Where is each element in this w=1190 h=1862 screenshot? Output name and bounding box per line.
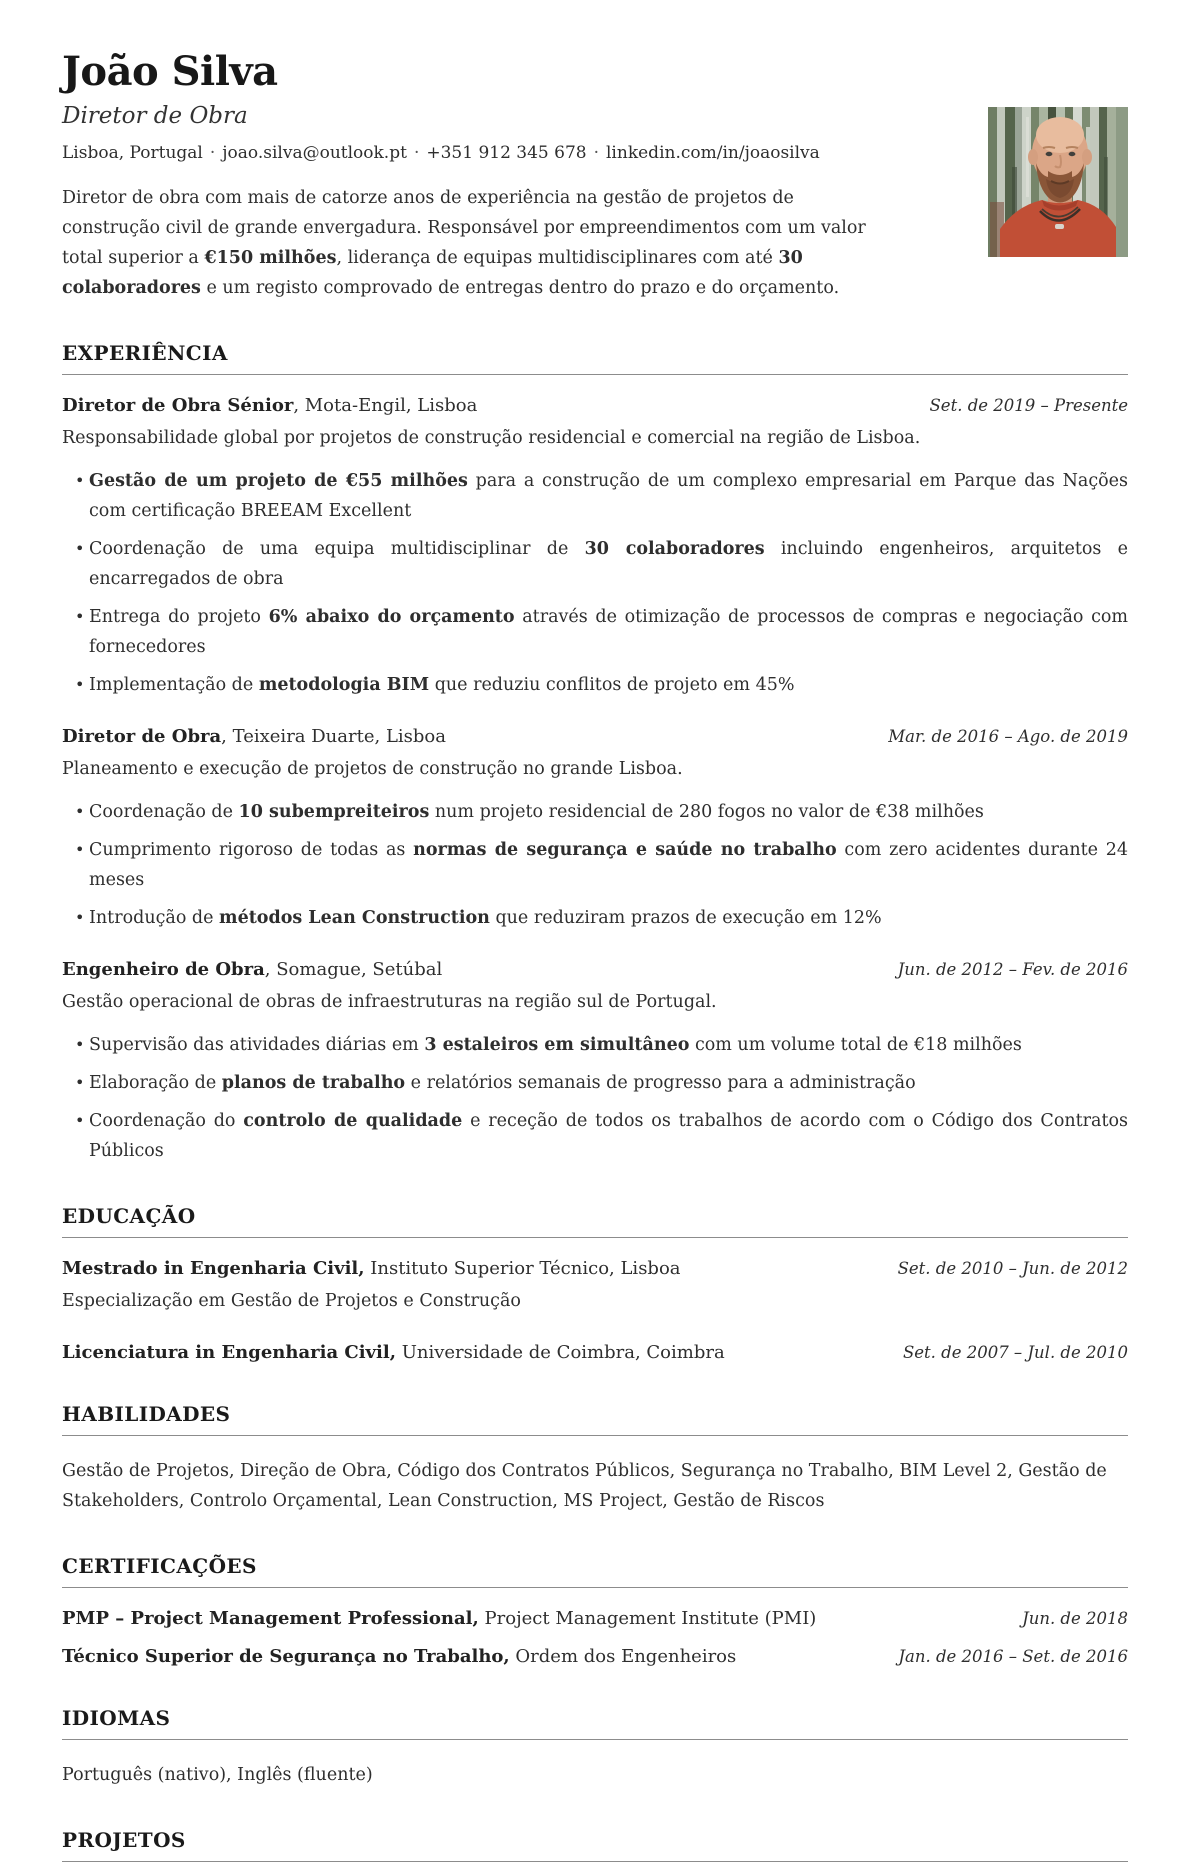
degree-dates: Set. de 2010 – Jun. de 2012 [897,1258,1128,1278]
job-entry [62,959,1128,1166]
certification-title: PMP – Project Management Professional, [62,1607,479,1629]
certification-entry [62,1608,1128,1630]
bullet-marker: • [75,907,85,927]
section-languages [62,1706,1128,1790]
cv-header [62,50,1128,303]
job-title-line [62,395,477,417]
section-experience [62,341,1128,1166]
bullet-item [62,602,1128,662]
bullet-item [62,1030,1128,1060]
bullet-item [62,1068,1128,1098]
certification-dates: Jan. de 2016 – Set. de 2016 [898,1646,1128,1666]
job-entry-header [62,959,1128,981]
bullet-marker: • [75,839,85,859]
certification-entry-header [62,1608,1128,1630]
job-dates: Mar. de 2016 – Ago. de 2019 [888,726,1128,746]
job-bullet-list [62,1030,1128,1166]
degree-school: Instituto Superior Técnico, Lisboa [364,1257,681,1279]
bullet-item [62,835,1128,895]
certification-title-line [62,1646,736,1668]
bullet-item [62,534,1128,594]
certification-dates: Jun. de 2018 [1022,1608,1128,1628]
bullet-item [62,670,1128,700]
certification-title-line [62,1608,816,1630]
section-heading-languages: IDIOMAS [62,1706,1128,1740]
job-description: Gestão operacional de obras de infraestruturas na região sul de Portugal. [62,991,717,1012]
bullet-marker: • [75,1034,85,1054]
job-description: Responsabilidade global por projetos de construção residencial e comercial na região de Lisboa. [62,427,921,448]
bullet-text: Elaboração de planos de trabalho e relatórios semanais de progresso para a administração [89,1072,916,1093]
languages-list: Português (nativo), Inglês (fluente) [62,1764,373,1785]
bullet-text: Coordenação de 10 subempreiteiros num projeto residencial de 280 fogos no valor de €38 milhões [89,801,984,822]
degree-title-line [62,1342,725,1364]
contact-separator: · [209,142,216,163]
certification-entry-header [62,1646,1128,1668]
job-entry [62,395,1128,700]
education-entry-header [62,1258,1128,1280]
section-certifications [62,1554,1128,1668]
contact-separator: · [413,142,420,163]
job-entry [62,726,1128,933]
bullet-marker: • [75,606,85,626]
job-bullet-list [62,797,1128,933]
job-company-location: , Teixeira Duarte, Lisboa [221,725,446,747]
degree-title: Licenciatura in Engenharia Civil, [62,1341,396,1363]
job-entry-header [62,395,1128,417]
contact-email: joao.silva@outlook.pt [222,142,407,163]
section-education [62,1204,1128,1364]
bullet-text: Coordenação do controlo de qualidade e receção de todos os trabalhos de acordo com o Código dos Contratos Públicos [89,1110,1129,1161]
job-title: Diretor de Obra Sénior [62,394,294,416]
bullet-text: Coordenação de uma equipa multidisciplinar de 30 colaboradores incluindo engenheiros, arquitetos e encarregados de obra [89,538,1129,589]
certification-entry [62,1646,1128,1668]
certification-issuer: Ordem dos Engenheiros [509,1645,737,1667]
bullet-text: Implementação de metodologia BIM que reduziu conflitos de projeto em 45% [89,674,795,695]
contact-linkedin: linkedin.com/in/joaosilva [606,142,820,163]
bullet-marker: • [75,1110,85,1130]
bullet-marker: • [75,538,85,558]
job-title-line [62,959,442,981]
skills-list: Gestão de Projetos, Direção de Obra, Código dos Contratos Públicos, Segurança no Trabalho, BIM Level 2, Gestão de Stakeholders, Controlo Orçamental, Lean Construction, MS Project, Gestão de Riscos [62,1460,1107,1511]
job-description: Planeamento e execução de projetos de construção no grande Lisboa. [62,758,683,779]
bullet-text: Introdução de métodos Lean Construction que reduziram prazos de execução em 12% [89,907,882,928]
job-entry-header [62,726,1128,748]
section-heading-projects: PROJETOS [62,1828,1128,1862]
bullet-text: Entrega do projeto 6% abaixo do orçamento através de otimização de processos de compras e negociação com fornecedores [89,606,1128,657]
job-dates: Set. de 2019 – Presente [929,395,1128,415]
education-entry [62,1342,1128,1364]
section-heading-education: EDUCAÇÃO [62,1204,1128,1238]
degree-dates: Set. de 2007 – Jul. de 2010 [902,1342,1128,1362]
degree-school: Universidade de Coimbra, Coimbra [395,1341,725,1363]
bullet-item [62,466,1128,526]
bullet-item [62,797,1128,827]
section-skills [62,1402,1128,1516]
contact-line [62,142,1128,164]
bullet-item [62,903,1128,933]
candidate-job-title: Diretor de Obra [62,103,248,129]
education-entry-header [62,1342,1128,1364]
candidate-name: João Silva [62,48,278,95]
certification-issuer: Project Management Institute (PMI) [478,1607,817,1629]
bullet-marker: • [75,470,85,490]
bullet-item [62,1106,1128,1166]
job-title-line [62,726,446,748]
bullet-text: Supervisão das atividades diárias em 3 estaleiros em simultâneo com um volume total de €18 milhões [89,1034,1022,1055]
job-company-location: , Mota-Engil, Lisboa [293,394,478,416]
job-dates: Jun. de 2012 – Fev. de 2016 [897,959,1128,979]
job-title: Engenheiro de Obra [62,958,265,980]
profile-photo-illustration [988,107,1128,257]
section-projects [62,1828,1128,1862]
section-heading-certifications: CERTIFICAÇÕES [62,1554,1128,1588]
certification-title: Técnico Superior de Segurança no Trabalho, [62,1645,510,1667]
degree-description: Especialização em Gestão de Projetos e Construção [62,1290,521,1311]
contact-phone: +351 912 345 678 [426,142,587,163]
bullet-text: Cumprimento rigoroso de todas as normas de segurança e saúde no trabalho com zero acidentes durante 24 meses [89,839,1128,890]
contact-location: Lisboa, Portugal [62,142,203,163]
bullet-marker: • [75,801,85,821]
summary-paragraph: Diretor de obra com mais de catorze anos de experiência na gestão de projetos de construção civil de grande envergadura. Responsável por empreendimentos com um valor total superior a €150 milhões, liderança de equipas multidisciplinares com até 30 colaboradores e um registo comprovado de entregas dentro do prazo e do orçamento. [62,187,866,298]
job-company-location: , Somague, Setúbal [264,958,443,980]
education-entry [62,1258,1128,1316]
job-bullet-list [62,466,1128,700]
bullet-marker: • [75,1072,85,1092]
job-title: Diretor de Obra [62,725,222,747]
contact-separator: · [593,142,599,163]
profile-photo [988,107,1128,257]
section-heading-skills: HABILIDADES [62,1402,1128,1436]
degree-title: Mestrado in Engenharia Civil, [62,1257,365,1279]
bullet-marker: • [75,674,85,694]
section-heading-experience: EXPERIÊNCIA [62,341,1128,375]
degree-title-line [62,1258,681,1280]
bullet-text: Gestão de um projeto de €55 milhões para a construção de um complexo empresarial em Parque das Nações com certificação BREEAM Excellent [89,470,1129,521]
